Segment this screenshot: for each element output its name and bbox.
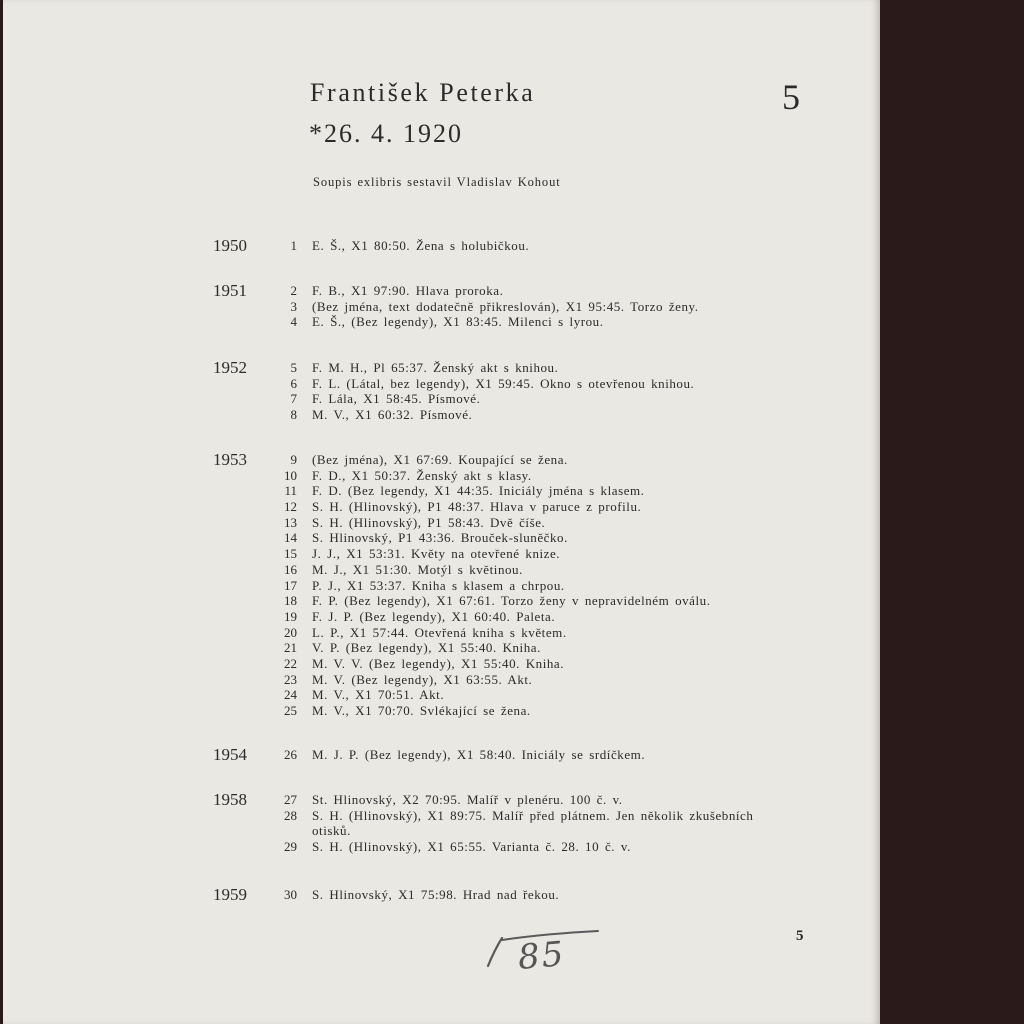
entry-number: 13 [284,514,297,530]
author-name: František Peterka [310,78,536,107]
handwritten-note: 85 [516,934,567,978]
entry-number: 19 [284,608,297,624]
entry-text: J. J., X1 53:31. Květy na otevřené knize. [312,546,561,562]
entry-number: 4 [290,314,297,330]
entry-number: 9 [290,452,297,467]
entry-text: F. L. (Látal, bez legendy), X1 59:45. Okno s otevřenou knihou. [312,375,695,391]
year-group [0,747,1024,763]
entry-text: F. B., X1 97:90. Hlava proroka. [312,283,504,298]
entry-number: 18 [284,593,297,609]
list-item [0,672,1024,688]
entry-number: 12 [284,499,297,515]
year-group [0,452,1024,719]
year-label: 1958 [213,790,247,809]
entry-number: 17 [284,577,297,593]
entry-text: M. V. V. (Bez legendy), X1 55:40. Kniha. [312,655,565,671]
entry-text: M. V., X1 70:70. Svlékající se žena. [312,703,531,718]
birth-date: *26. 4. 1920 [309,119,463,148]
list-item [0,887,1024,903]
entry-number: 11 [284,483,297,499]
list-item [0,593,1024,609]
list-item [0,609,1024,625]
list-item [0,391,1024,407]
entry-number: 6 [290,375,297,391]
list-item [0,407,1024,423]
entry-text: S. Hlinovský, P1 43:36. Brouček-sluněčko. [312,530,568,546]
entry-text: S. H. (Hlinovský), X1 89:75. Malíř před plátnem. Jen několik zkušebních [312,807,754,823]
entry-number: 26 [284,747,297,762]
entry-number: 2 [290,283,297,298]
list-item [0,640,1024,656]
list-item [0,578,1024,594]
entry-text: F. J. P. (Bez legendy), X1 60:40. Paleta. [312,608,556,624]
entry-text: P. J., X1 53:37. Kniha s klasem a chrpou. [312,577,565,593]
entry-text: M. V., X1 60:32. Písmové. [312,407,473,423]
list-item [0,792,1024,808]
entry-number: 15 [284,546,297,562]
entry-text-continuation: otisků. [312,823,351,839]
year-group [0,283,1024,330]
list-item [0,483,1024,499]
list-item [0,499,1024,515]
compiler-subtitle: Soupis exlibris sestavil Vladislav Kohout [313,175,561,189]
entry-text: E. Š., X1 80:50. Žena s holubičkou. [312,238,530,253]
entry-number: 8 [290,407,297,423]
entry-number: 14 [284,530,297,546]
entry-number: 25 [284,703,297,718]
entry-text: E. Š., (Bez legendy), X1 83:45. Milenci s lyrou. [312,314,604,330]
list-item [0,314,1024,330]
list-item [0,625,1024,641]
year-group [0,887,1024,903]
list-item [0,283,1024,299]
year-label: 1959 [213,885,247,904]
entry-number: 27 [284,792,297,807]
entry-text: V. P. (Bez legendy), X1 55:40. Kniha. [312,640,541,656]
list-item-continuation [0,823,1024,839]
list-item [0,656,1024,672]
entry-text: F. P. (Bez legendy), X1 67:61. Torzo ženy v nepravidelném oválu. [312,593,711,609]
year-label: 1954 [213,745,247,764]
entry-number: 20 [284,624,297,640]
entry-number: 30 [284,887,297,902]
entry-number: 3 [290,298,297,314]
entry-number: 7 [290,391,297,407]
list-item [0,808,1024,824]
year-label: 1951 [213,281,247,300]
list-item [0,530,1024,546]
list-item [0,452,1024,468]
entry-text: S. H. (Hlinovský), P1 48:37. Hlava v paruce z profilu. [312,499,642,515]
entry-number: 5 [290,360,297,375]
entry-text: F. M. H., Pl 65:37. Ženský akt s knihou. [312,360,559,375]
year-group [0,792,1024,855]
entry-text: (Bez jména), X1 67:69. Koupající se žena. [312,452,568,467]
list-item [0,562,1024,578]
entry-text: M. V. (Bez legendy), X1 63:55. Akt. [312,671,533,687]
entry-text: S. H. (Hlinovský), X1 65:55. Varianta č. 28. 10 č. v. [312,839,631,855]
entry-text: (Bez jména, text dodatečně přikreslován), X1 95:45. Torzo ženy. [312,298,699,314]
entry-text: M. V., X1 70:51. Akt. [312,687,445,703]
list-item [0,839,1024,855]
list-item [0,515,1024,531]
list-item [0,468,1024,484]
list-item [0,703,1024,719]
entry-number: 16 [284,561,297,577]
list-item [0,299,1024,315]
entry-number: 1 [290,238,297,253]
entry-text: F. Lála, X1 58:45. Písmové. [312,391,481,407]
list-item [0,546,1024,562]
entry-text: S. H. (Hlinovský), P1 58:43. Dvě číše. [312,514,546,530]
entry-number: 28 [284,807,297,823]
entry-number: 22 [284,655,297,671]
list-item [0,376,1024,392]
year-group [0,238,1024,254]
entry-text: M. J. P. (Bez legendy), X1 58:40. Iniciály se srdíčkem. [312,747,646,762]
entry-number: 24 [284,687,297,703]
year-group [0,360,1024,423]
entry-text: M. J., X1 51:30. Motýl s květinou. [312,561,523,577]
list-item [0,687,1024,703]
entry-number: 21 [284,640,297,656]
entry-text: L. P., X1 57:44. Otevřená kniha s květem. [312,624,567,640]
list-item [0,238,1024,254]
year-label: 1953 [213,450,247,469]
entry-number: 10 [284,467,297,483]
year-label: 1950 [213,236,247,255]
entry-text: F. D., X1 50:37. Ženský akt s klasy. [312,467,532,483]
catalogue-number: 5 [782,77,800,117]
entry-text: St. Hlinovský, X2 70:95. Malíř v plenéru. 100 č. v. [312,792,623,807]
entry-text: S. Hlinovský, X1 75:98. Hrad nad řekou. [312,887,560,902]
list-item [0,747,1024,763]
entry-number: 29 [284,839,297,855]
entry-number: 23 [284,671,297,687]
list-item [0,360,1024,376]
year-label: 1952 [213,358,247,377]
entry-text: F. D. (Bez legendy, X1 44:35. Iniciály jména s klasem. [312,483,645,499]
page-number: 5 [796,928,804,944]
